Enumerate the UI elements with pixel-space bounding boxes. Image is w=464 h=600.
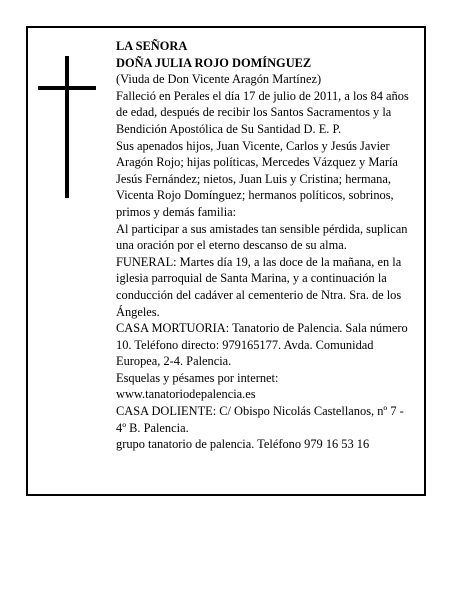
footer-contact: grupo tanatorio de palencia. Teléfono 979 16 53 16 [116,437,370,452]
prayer-request: Al participar a sus amistades tan sensible pérdida, suplican una oración por el eterno descanso de su alma. [116,221,408,253]
notice-title: LA SEÑORA [116,39,188,53]
widow-of: (Viuda de Don Vicente Aragón Martínez) [116,72,322,87]
deceased-name: DOÑA JULIA ROJO DOMÍNGUEZ [116,55,312,70]
mortuary-details: CASA MORTUORIA: Tanatorio de Palencia. Sala número 10. Teléfono directo: 979165177. Avda. Comunidad Europea, 2-4. Palencia. [116,321,408,369]
family-list: Sus apenados hijos, Juan Vicente, Carlos y Jesús Javier Aragón Rojo; hijas políticas, Mercedes Vázquez y María Jesús Fernández; nietos, Juan Luis y Cristina; hermana, Vicenta Rojo Domínguez; hermanos políticos, sobrinos, primos y demás familia: [116,138,398,219]
cross-icon-bar [38,86,96,90]
funeral-details: FUNERAL: Martes día 19, a las doce de la mañana, en la iglesia parroquial de Santa Marina, y a continuación la conducción del cadáver al cementerio de Ntra. Sra. de los Ángeles. [116,254,402,319]
cross-icon [65,56,69,198]
mourning-house: CASA DOLIENTE: C/ Obispo Nicolás Castellanos, nº 7 - 4º B. Palencia. [116,404,404,435]
death-details: Falleció en Perales el día 17 de julio de 2011, a los 84 años de edad, después de recibir los Santos Sacramentos y la Bendición Apostólica de Su Santidad D. E. P. [116,88,409,136]
obituary-text [116,38,416,453]
online-condolences: Esquelas y pésames por internet: www.tanatoriodepalencia.es [116,370,279,402]
